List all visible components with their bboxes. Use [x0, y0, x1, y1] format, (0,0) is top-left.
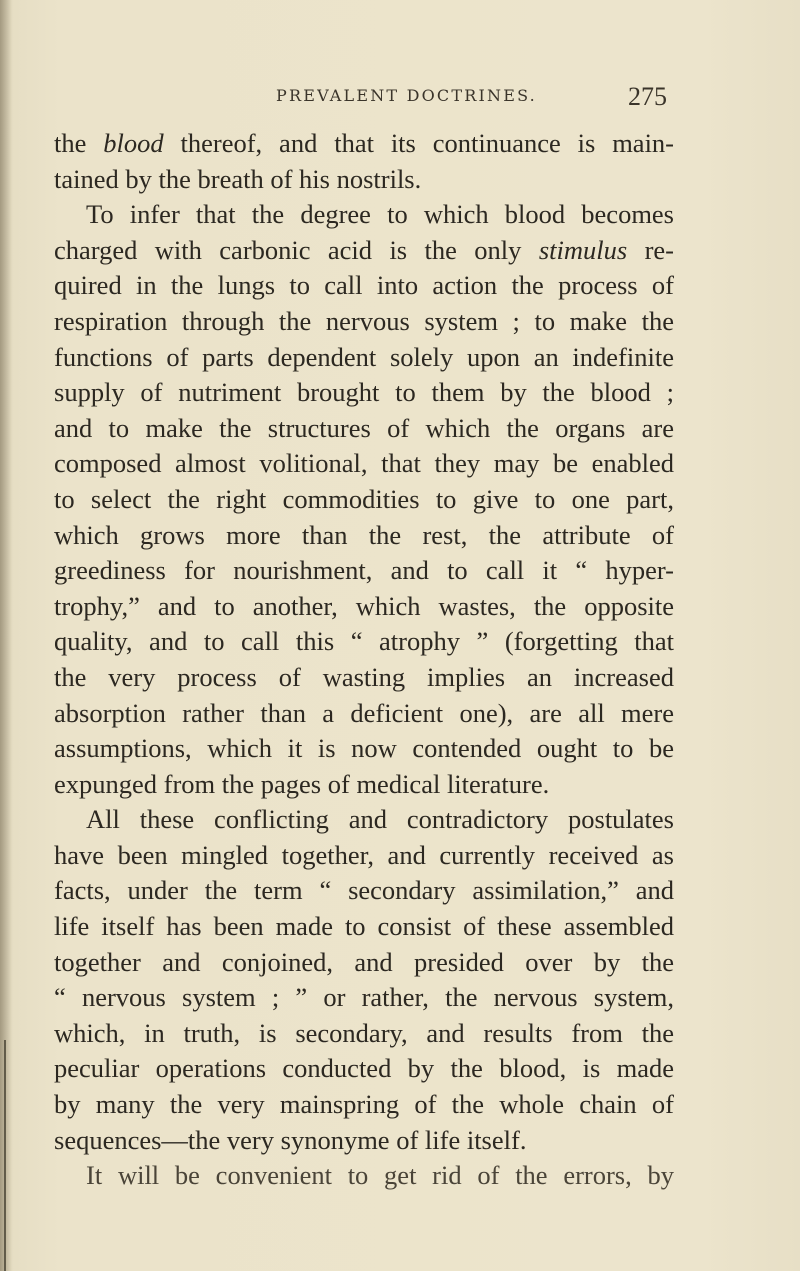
text-line: life itself has been made to consist of these assembled: [54, 911, 674, 942]
text-line: together and conjoined, and presided over by the: [54, 946, 674, 977]
page-number: 275: [628, 82, 667, 111]
spine-shadow: [0, 0, 12, 1271]
text-line: which grows more than the rest, the attribute of: [54, 519, 674, 550]
text-line: charged with carbonic acid is the only stimulus re-: [54, 234, 674, 265]
text-line: quality, and to call this “ atrophy ” (forgetting that: [54, 626, 674, 657]
text-line: have been mingled together, and currently received as: [54, 839, 674, 870]
text-line: functions of parts dependent solely upon an indefinite: [54, 341, 674, 372]
italic-word: blood: [103, 128, 164, 158]
page-edge-line: [4, 1040, 6, 1271]
text-line: tained by the breath of his nostrils.: [54, 163, 422, 194]
page-header: [0, 82, 800, 116]
italic-word: stimulus: [538, 234, 628, 265]
text-line: greediness for nourishment, and to call it “ hyper-: [54, 555, 674, 586]
text-line: trophy,” and to another, which wastes, the opposite: [54, 590, 674, 621]
running-head: PREVALENT DOCTRINES.: [276, 86, 537, 105]
text-line: respiration through the nervous system ; to make the: [54, 305, 674, 336]
text-line: It will be convenient to get rid of the errors, by: [86, 1160, 674, 1191]
text-line: “ nervous system ; ” or rather, the nervous system,: [54, 982, 674, 1013]
text-line: the blood thereof, and that its continuance is main-: [54, 128, 675, 158]
text-line: supply of nutriment brought to them by the blood ;: [54, 377, 674, 408]
text-line: assumptions, which it is now contended ought to be: [54, 733, 674, 764]
text-line: the very process of wasting implies an increased: [54, 661, 674, 692]
text-line: expunged from the pages of medical literature.: [54, 768, 550, 799]
text-line: All these conflicting and contradictory postulates: [86, 804, 674, 835]
text-line: peculiar operations conducted by the blood, is made: [54, 1053, 674, 1084]
text-line: by many the very mainspring of the whole chain of: [54, 1089, 674, 1120]
text-line: absorption rather than a deficient one), are all mere: [54, 697, 674, 728]
text-line: facts, under the term “ secondary assimilation,” and: [54, 875, 674, 906]
text-line: and to make the structures of which the organs are: [54, 412, 674, 443]
text-line: to select the right commodities to give to one part,: [54, 483, 674, 514]
text-line: composed almost volitional, that they may be enabled: [54, 448, 674, 479]
text-line: which, in truth, is secondary, and results from the: [54, 1017, 674, 1048]
text-line: sequences—the very synonyme of life itself.: [54, 1124, 527, 1155]
body-text: [54, 126, 674, 1194]
text-line: To infer that the degree to which blood becomes: [86, 199, 674, 230]
text-line: quired in the lungs to call into action the process of: [54, 270, 674, 301]
